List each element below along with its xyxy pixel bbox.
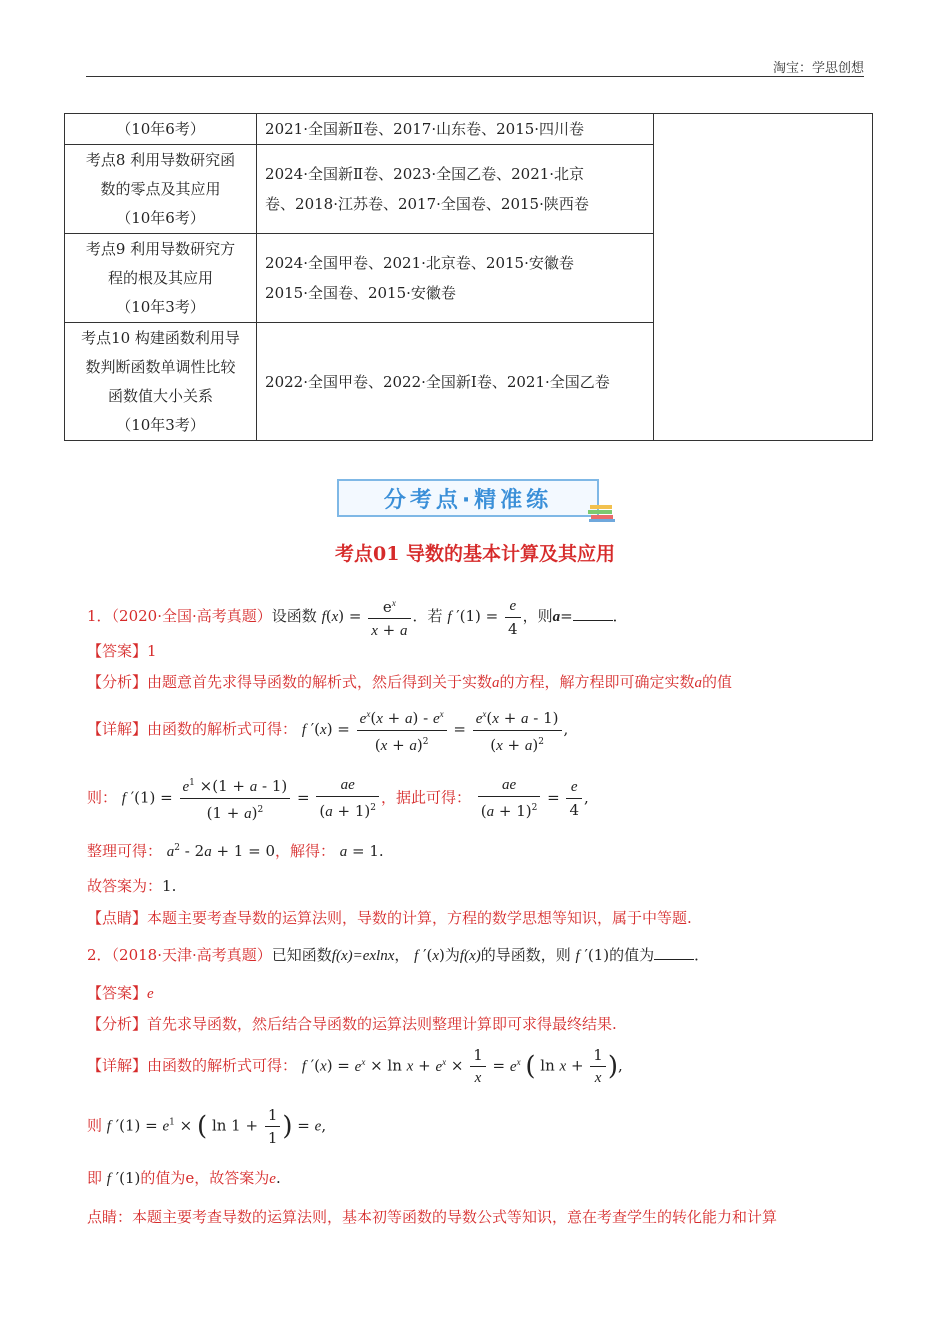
variable: a <box>694 675 703 691</box>
q1-analysis <box>87 671 732 692</box>
analysis-label: 【分析】 <box>87 1015 148 1033</box>
q2-ie: 即 f ′(1)的值为e，故答案为e. <box>87 1169 281 1187</box>
answer-label: 【答案】 <box>87 642 148 660</box>
answer-label: 【答案】 <box>87 984 148 1002</box>
books-icon <box>588 503 616 523</box>
math-fraction: $\frac{e^1 \times(1 + a - 1)}{(1 + a)^2}$ <box>180 772 291 825</box>
question-source: （2018·天津·高考真题） <box>111 946 272 964</box>
point-text: 函数值大小关系 <box>108 386 214 405</box>
banner-text: 分考点·精准练 <box>383 488 553 513</box>
function-text: f(x) <box>459 948 481 964</box>
analysis-label: 【分析】 <box>87 673 148 691</box>
point-cell <box>65 114 257 145</box>
empty-cell <box>653 114 872 441</box>
math-fraction: $\frac{1}{1}$ <box>265 1104 281 1149</box>
point-text: 考点9 利用导数研究方 <box>85 239 236 258</box>
math-fraction: $\frac{ae}{(a + 1)^2}$ <box>478 774 541 823</box>
point-text: 数判断函数单调性比较 <box>85 357 236 376</box>
variable: a <box>492 675 500 691</box>
sources-cell <box>257 145 654 234</box>
stem-text: 已知函数 <box>271 946 332 964</box>
stem-text: ， <box>394 946 410 964</box>
ie-end: . <box>275 1169 281 1187</box>
stem-text: ．若 <box>412 607 443 625</box>
comment-label: 【点睛】 <box>87 909 148 927</box>
question-source: （2020·全国·高考真题） <box>111 607 272 625</box>
point-cell <box>65 323 257 441</box>
then-label: 则 <box>87 1116 103 1135</box>
math-fraction: $\frac{e}{4}$ <box>566 776 582 821</box>
answer-blank[interactable] <box>654 945 694 960</box>
so-answer-value: 1 <box>162 877 172 895</box>
ie-label: 即 <box>87 1169 103 1187</box>
point-cell <box>65 145 257 234</box>
q2-then: 则 f $'(1) = e^1$ × ( ln 1 + $\frac{1}{1}$ ) = e, <box>87 1106 327 1147</box>
math-fraction: $\frac{e^x}{x + a}$ <box>368 592 410 642</box>
math-formula: f <box>321 609 326 625</box>
math-fraction: $\frac{ae}{(a + 1)^2}$ <box>316 774 379 823</box>
math-fraction: $\frac{e^x(x + a) - e^x}{(x + a)^2}$ <box>357 703 447 757</box>
sources-cell <box>257 234 654 323</box>
point-text: （10年3考） <box>116 297 205 316</box>
q1-final: 故答案为：1. <box>87 877 177 895</box>
detail-label: 【详解】 <box>87 720 148 738</box>
point-text: 考点8 利用导数研究函 <box>85 150 236 169</box>
sources-text: 2022·全国甲卷、2022·全国新Ⅰ卷、2021·全国乙卷 <box>265 372 610 391</box>
accordingly-text: ，据此可得： <box>380 788 471 807</box>
q1-detail: 【详解】由函数的解析式可得： f ′(x) = $\frac{e^x(x + a) - e^x}{(x + a)^2}$ = $\frac{e^x(x + a - 1)}{(x + a)^2}$ , <box>87 703 568 757</box>
point-text: 数的零点及其应用 <box>100 179 221 198</box>
q1-arrange: 整理可得： $a^2 - 2a + 1 = 0$，解得： a = 1. <box>87 842 384 860</box>
stem-text: ． <box>612 607 628 625</box>
header-divider <box>86 76 864 77</box>
so-answer-label: 故答案为： <box>87 877 163 895</box>
sources-text: 卷、2018·江苏卷、2017·全国卷、2015·陕西卷 <box>265 195 589 213</box>
sources-text: 2021·全国新Ⅱ卷、2017·山东卷、2015·四川卷 <box>265 120 585 138</box>
q2-comment <box>87 1206 777 1227</box>
math-fraction: $\frac{e^x(x + a - 1)}{(x + a)^2}$ <box>473 703 562 757</box>
detail-text: 由函数的解析式可得： <box>147 1056 298 1075</box>
comment-text: 本题主要考查导数的运算法则，导数的计算，方程的数学思想等知识，属于中等题. <box>147 909 692 927</box>
point-text: （10年6考） <box>116 119 205 138</box>
answer-blank[interactable] <box>573 606 613 621</box>
point-cell <box>65 234 257 323</box>
answer-value: 1 <box>147 642 157 660</box>
ie-text: 的值为e，故答案为 <box>140 1169 270 1187</box>
math-fraction: $\frac{1}{x}$ <box>470 1044 486 1089</box>
stem-text: 的值为 <box>609 946 655 964</box>
answer-value: e <box>147 986 154 1002</box>
sources-text: 2024·全国甲卷、2021·北京卷、2015·安徽卷 <box>265 254 574 272</box>
point-text: （10年6考） <box>116 208 205 227</box>
point-text: 程的根及其应用 <box>108 268 214 287</box>
question-number: 2． <box>87 946 112 964</box>
sources-text: 2024·全国新Ⅱ卷、2023·全国乙卷、2021·北京 <box>265 165 585 183</box>
q1-answer <box>87 640 157 661</box>
function-text: f(x)=exlnx <box>331 948 395 964</box>
q2-answer <box>87 982 154 1003</box>
stem-text: 设函数 <box>271 607 317 625</box>
table-row <box>65 114 873 145</box>
sources-cell <box>257 323 654 441</box>
q2-detail: 【详解】由函数的解析式可得： f $'(x) = e^x \times \ln x + e^x$ × $\frac{1}{x}$ = $e^x$ ( ln x + $\frac{1}{x}$ ), <box>87 1044 623 1089</box>
analysis-text: 的值 <box>702 673 733 691</box>
then-label: 则： <box>87 788 118 807</box>
header-text: 淘宝：学思创想 <box>772 61 864 76</box>
analysis-text: 的方程，解方程即可确定实数 <box>499 673 695 691</box>
stem-text: ，则 <box>522 607 553 625</box>
sources-cell <box>257 114 654 145</box>
stem-text: 为 <box>444 946 460 964</box>
sources-text: 2015·全国卷、2015·安徽卷 <box>265 284 456 302</box>
kp-title: 考点01 导数的基本计算及其应用 <box>334 543 616 565</box>
stem-text: 的导函数，则 <box>480 946 571 964</box>
math-fraction: $\frac{e}{4}$ <box>505 595 521 640</box>
q2-stem: 2．（2018·天津·高考真题）已知函数f(x)=exlnx， f ′(x)为f(x)的导函数，则 f ′(1)的值为 ． <box>87 946 710 964</box>
exam-points-table <box>64 113 873 441</box>
detail-label: 【详解】 <box>87 1056 148 1075</box>
variable: a <box>552 609 561 625</box>
equals: = <box>560 607 573 625</box>
math-fraction: $\frac{1}{x}$ <box>590 1044 606 1089</box>
point-text: （10年3考） <box>116 415 205 434</box>
q2-analysis <box>87 1013 617 1034</box>
comment-text: 点睛：本题主要考查导数的运算法则，基本初等函数的导数公式等知识，意在考查学生的转化能力和计算 <box>87 1208 778 1226</box>
point-text: 考点10 构建函数利用导 <box>81 328 240 347</box>
analysis-text: 由题意首先求得导函数的解析式，然后得到关于实数 <box>147 673 493 691</box>
q1-comment <box>87 907 692 928</box>
analysis-text: 首先求导函数，然后结合导函数的运算法则整理计算即可求得最终结果. <box>147 1015 617 1033</box>
solve-label: ，解得： <box>274 842 335 860</box>
section-banner <box>337 479 599 517</box>
question-number: 1． <box>87 607 112 625</box>
q1-then: 则： f ′(1) = $\frac{e^1 \times(1 + a - 1)}{(1 + a)^2}$ = $\frac{ae}{(a + 1)^2}$ ，据此可得： $\frac{ae}{(a + 1)^2}$ = $\frac{e}{4}$ , <box>87 772 589 825</box>
q1-stem: 1．（2020·全国·高考真题）设函数 f(x) = $\frac{e^x}{x + a}$ ．若 f ′(1) = $\frac{e}{4}$ ，则a= ． <box>87 592 628 642</box>
stem-text: ． <box>694 946 710 964</box>
arrange-label: 整理可得： <box>87 842 163 860</box>
detail-text: 由函数的解析式可得： <box>147 720 298 738</box>
